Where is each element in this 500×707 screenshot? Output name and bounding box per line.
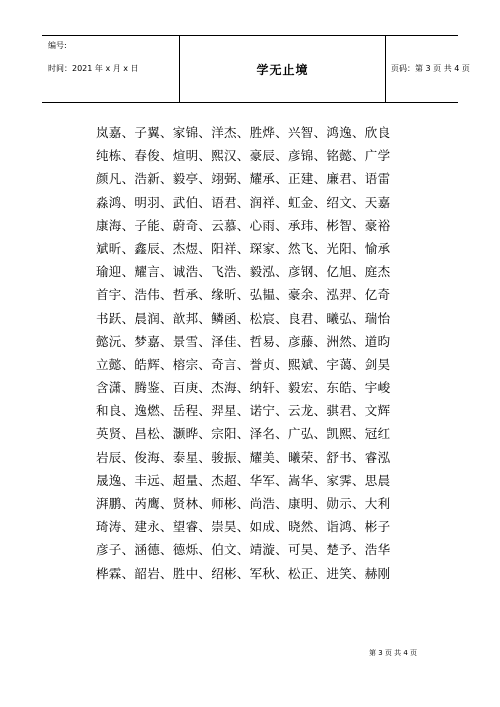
names-row: 和良、逸燃、岳程、羿星、诺宁、云龙、骐君、文辉 (96, 403, 391, 419)
names-row: 晟逸、丰远、超量、杰超、华军、嵩华、家霁、思晨 (96, 472, 391, 488)
header-left-cell (42, 36, 179, 102)
names-row: 瑜迎、耀言、诚浩、飞浩、毅泓、彦钢、亿旭、庭杰 (96, 264, 391, 280)
names-row: 立懿、皓辉、榕宗、奇言、誉贞、熙斌、宇蔼、剑昊 (96, 356, 391, 372)
names-row: 纯栋、春俊、煊明、熙汉、豪辰、彦锦、铭懿、广学 (96, 148, 391, 164)
names-row: 岚嘉、子翼、家锦、洋杰、胜烨、兴智、鸿逸、欣良 (96, 125, 391, 140)
document-code-label: 编号: (48, 41, 67, 50)
names-row: 含潇、腾鉴、百庚、杰海、纳轩、毅宏、东皓、宇峻 (96, 380, 391, 396)
page-footer: 第 3 页 共 4 页 (369, 649, 418, 657)
document-time-label: 时间：2021 年 x 月 x 日 (48, 64, 139, 73)
header-title-cell (179, 36, 386, 102)
names-row: 彦子、涵德、德烁、伯文、靖漩、可昊、楚予、浩华 (96, 542, 391, 558)
document-header (42, 35, 470, 103)
names-list (96, 121, 416, 585)
document-title: 学无止境 (256, 62, 309, 77)
names-row: 斌昕、鑫辰、杰煜、阳祥、琛家、然飞、光阳、愉承 (96, 240, 391, 256)
header-right-cell (385, 36, 470, 102)
names-row: 琦涛、建永、望睿、崇昊、如成、晓然、诣鸿、彬子 (96, 519, 391, 535)
names-row: 懿沅、梦嘉、景雪、泽佳、哲易、彦藤、洲然、道昀 (96, 333, 391, 349)
names-row: 颜凡、浩新、毅亭、翊弼、耀承、正建、廉君、语雷 (96, 171, 391, 187)
names-row: 桦霖、韶岩、胜中、绍彬、军秋、松正、进笑、赫刚 (96, 565, 391, 581)
names-row: 书跃、晨润、歆邦、鳞函、松宸、良君、曦弘、瑞怡 (96, 310, 391, 326)
names-row: 淼鸿、明羽、武伯、语君、润祥、虹金、绍文、天嘉 (96, 194, 391, 210)
page-number-label: 页码：第 3 页 共 4 页 (391, 64, 470, 73)
names-row: 英贤、昌松、灏晔、宗阳、泽名、广弘、凯熙、冠红 (96, 426, 391, 442)
names-row: 湃鹏、芮鹰、贤林、师彬、尚浩、康明、勋示、大利 (96, 496, 391, 511)
names-row: 康海、子能、蔚奇、云慕、心雨、承玮、彬智、豪裕 (96, 217, 391, 233)
names-row: 岩辰、俊海、泰星、骏振、耀美、曦荣、舒书、睿泓 (96, 449, 391, 465)
names-row: 首宇、浩伟、哲承、缘昕、弘韫、豪余、泓羿、亿奇 (96, 287, 391, 303)
